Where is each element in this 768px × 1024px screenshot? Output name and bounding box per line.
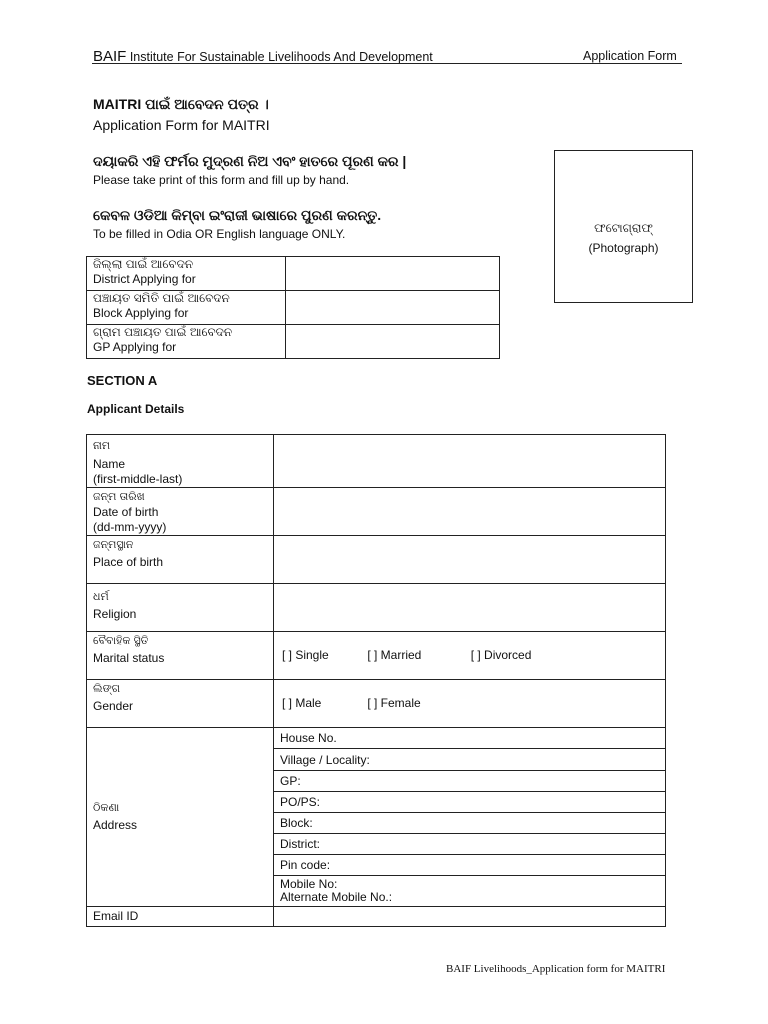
header-org-bold: BAIF — [93, 48, 127, 65]
photograph-box — [554, 150, 693, 303]
block-address-field[interactable]: Block: — [274, 813, 665, 834]
marital-married-checkbox[interactable]: [ ] Married — [367, 648, 422, 662]
marital-label-english: Marital status — [93, 651, 165, 665]
address-fields — [274, 728, 666, 907]
header-org-rest: Institute For Sustainable Livelihoods And Development — [126, 50, 433, 64]
pob-label-english: Place of birth — [93, 555, 164, 569]
block-field[interactable] — [286, 291, 500, 325]
pob-label-odia: ଜନ୍ମସ୍ଥାନ — [93, 539, 134, 551]
mobile-field[interactable] — [274, 876, 665, 906]
dob-label — [87, 488, 274, 536]
name-field[interactable] — [274, 435, 666, 488]
table-row — [87, 632, 666, 680]
gp-address-field[interactable]: GP: — [274, 771, 665, 792]
dob-label-odia: ଜନ୍ମ ତାରିଖ — [93, 491, 145, 503]
gp-label-odia: ଗ୍ରାମ ପଞ୍ଚାୟତ ପାଇଁ ଆବେଦନ — [93, 325, 233, 339]
address-label-odia: ଠିକଣା — [93, 802, 120, 814]
dob-field[interactable] — [274, 488, 666, 536]
table-row — [87, 488, 666, 536]
marital-label-odia: ବୈବାହିକ ସ୍ଥିତି — [93, 635, 149, 647]
header-divider — [92, 63, 682, 64]
dob-hint: (dd-mm-yyyy) — [93, 520, 167, 534]
name-hint: (first-middle-last) — [93, 472, 183, 486]
table-row — [87, 907, 666, 927]
email-label: Email ID — [87, 907, 274, 927]
gender-female-checkbox[interactable]: [ ] Female — [367, 696, 421, 710]
gender-male-checkbox[interactable]: [ ] Male — [282, 696, 322, 710]
title-english: Application Form for MAITRI — [93, 117, 270, 133]
house-no-field[interactable]: House No. — [274, 728, 665, 749]
name-label-english: Name — [93, 457, 126, 471]
gender-label-english: Gender — [93, 699, 134, 713]
marital-options — [274, 632, 666, 680]
marital-single-checkbox[interactable]: [ ] Single — [282, 648, 329, 662]
gp-label-english: GP Applying for — [93, 340, 177, 354]
name-label — [87, 435, 274, 488]
applying-for-table — [86, 256, 500, 359]
po-ps-field[interactable]: PO/PS: — [274, 792, 665, 813]
print-instruction-english: Please take print of this form and fill up by hand. — [93, 173, 350, 187]
section-subtitle: Applicant Details — [87, 402, 185, 416]
address-label-english: Address — [93, 818, 138, 832]
email-field[interactable] — [274, 907, 666, 927]
religion-field[interactable] — [274, 584, 666, 632]
section-title: SECTION A — [87, 373, 158, 388]
district-address-field[interactable]: District: — [274, 834, 665, 855]
table-row — [87, 435, 666, 488]
name-label-odia: ନାମ — [93, 440, 111, 452]
gender-label — [87, 680, 274, 728]
table-row — [87, 325, 500, 359]
photograph-label-english: (Photograph) — [588, 241, 659, 255]
pin-code-field[interactable]: Pin code: — [274, 855, 665, 876]
religion-label-english: Religion — [93, 607, 137, 621]
table-row — [87, 728, 666, 907]
block-label-odia: ପଞ୍ଚାୟତ ସମିତି ପାଇଁ ଆବେଦନ — [93, 291, 230, 305]
district-label-english: District Applying for — [93, 272, 196, 286]
pob-field[interactable] — [274, 536, 666, 584]
marital-divorced-checkbox[interactable]: [ ] Divorced — [470, 648, 532, 662]
title-odia: MAITRI ପାଇଁ ଆବେଦନ ପତ୍ର । — [93, 96, 269, 112]
table-row — [87, 536, 666, 584]
marital-label — [87, 632, 274, 680]
district-label-odia: ଜିଲ୍ଲା ପାଇଁ ଆବେଦନ — [93, 257, 194, 271]
district-field[interactable] — [286, 257, 500, 291]
footer-text: BAIF Livelihoods_Application form for MAITRI — [446, 963, 666, 975]
table-row — [87, 584, 666, 632]
pob-label — [87, 536, 274, 584]
gender-options — [274, 680, 666, 728]
photograph-label-odia: ଫଟୋଗ୍ରାଫ୍ — [594, 221, 653, 235]
table-row — [87, 291, 500, 325]
table-row — [87, 680, 666, 728]
address-label — [87, 728, 274, 907]
alt-mobile-label: Alternate Mobile No.: — [280, 890, 393, 904]
religion-label-odia: ଧର୍ମ — [93, 591, 109, 603]
gp-field[interactable] — [286, 325, 500, 359]
district-label — [87, 257, 286, 291]
print-instruction-odia: ଦୟାକରି ଏହି ଫର୍ମର ମୁଦ୍ରଣ ନିଅ ଏବଂ ହାତରେ ପୂରଣ କର | — [93, 153, 407, 169]
language-instruction-odia: କେବଳ ଓଡିଆ କିମ୍ବା ଇଂରାଜୀ ଭାଷାରେ ପୁରଣ କରନ୍ତୁ. — [93, 207, 382, 223]
block-label — [87, 291, 286, 325]
header-form-type: Application Form — [583, 49, 677, 63]
block-label-english: Block Applying for — [93, 306, 189, 320]
village-locality-field[interactable]: Village / Locality: — [274, 749, 665, 771]
gp-label — [87, 325, 286, 359]
applicant-details-table — [86, 434, 666, 927]
religion-label — [87, 584, 274, 632]
table-row — [87, 257, 500, 291]
dob-label-english: Date of birth — [93, 505, 159, 519]
language-instruction-english: To be filled in Odia OR English language ONLY. — [93, 227, 346, 241]
mobile-label: Mobile No: — [280, 877, 338, 891]
gender-label-odia: ଲିଙ୍ଗ — [93, 683, 121, 695]
